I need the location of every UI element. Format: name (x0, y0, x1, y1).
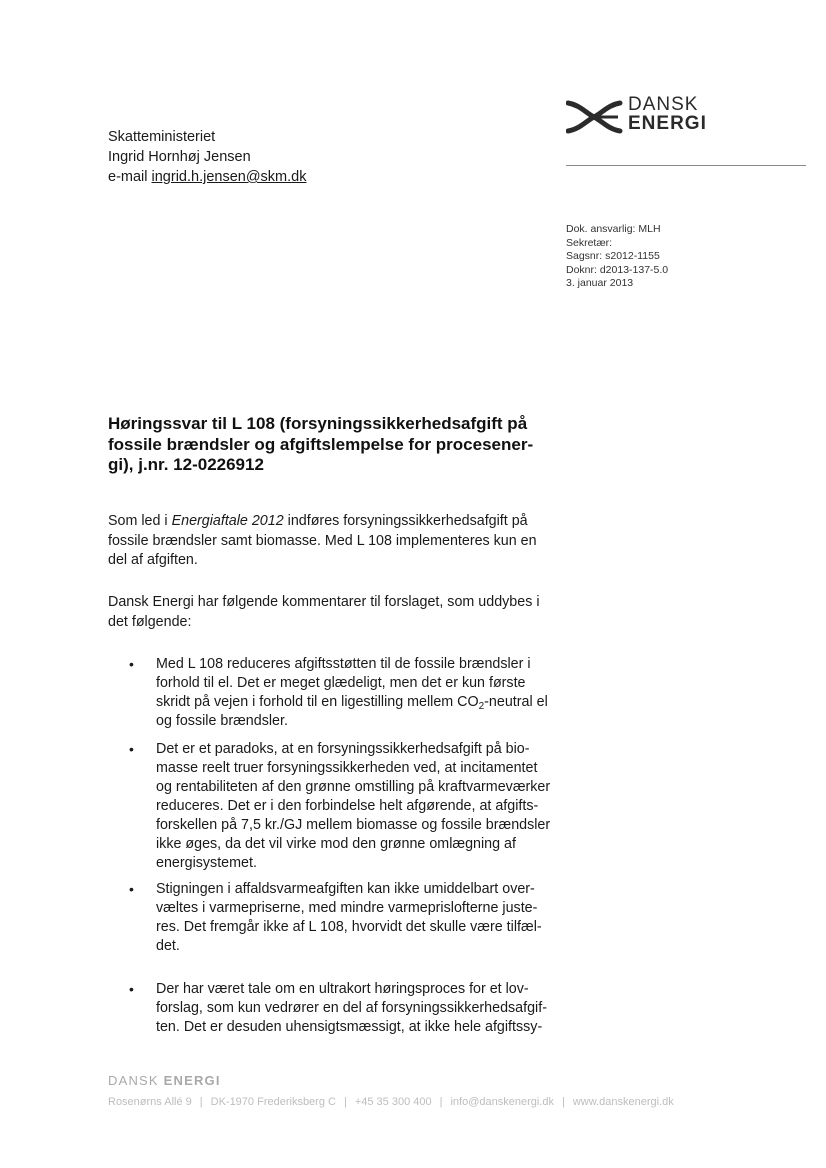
comments-intro-paragraph (108, 593, 578, 632)
footer-separator: | (199, 1096, 203, 1108)
recipient-org: Skatteministeriet (108, 129, 216, 145)
footer-email-link[interactable]: info@danskenergi.dk (450, 1096, 554, 1108)
footer-brand-dansk: DANSK (108, 1073, 164, 1088)
paragraph-line (108, 512, 578, 532)
footer-brand (108, 1073, 221, 1088)
logo-word-dansk: DANSK (628, 94, 699, 115)
meta-date: 3. januar 2013 (566, 277, 634, 289)
bullet-text (156, 880, 586, 956)
bullet-line: Med L 108 reduceres afgiftsstøtten til de fossile brændsler i (156, 656, 531, 672)
bullet-line: Der har været tale om en ultrakort høringsproces for et lov- (156, 981, 529, 997)
title-line: gi), j.nr. 12-0226912 (108, 455, 264, 474)
email-prefix: e-mail (108, 169, 152, 185)
paragraph-line: del af afgiften. (108, 552, 198, 568)
bullet-marker-icon: • (129, 656, 134, 672)
text-span: -neutral el (484, 694, 548, 710)
document-meta (566, 223, 668, 291)
recipient-email-line (108, 167, 306, 187)
footer-address: Rosenørns Allé 9 (108, 1096, 192, 1108)
title-line: fossile brændsler og afgiftslempelse for procesener- (108, 434, 534, 454)
bullet-line: forhold til el. Det er meget glædeligt, men det er kun første (156, 675, 526, 691)
footer-separator: | (561, 1096, 565, 1108)
bullet-line: og rentabiliteten af den grønne omstilling på kraftvarmeværker (156, 779, 551, 795)
footer-web-link[interactable]: www.danskenergi.dk (572, 1096, 674, 1108)
header-divider (566, 165, 806, 166)
title-line: Høringssvar til L 108 (forsyningssikkerhedsafgift på (108, 414, 528, 433)
bullet-line: masse reelt truer forsyningssikkerheden ved, at incitamentet (156, 760, 538, 776)
footer-city: DK-1970 Frederiksberg C (210, 1096, 336, 1108)
footer-contact-line (108, 1096, 674, 1108)
paragraph-line: det følgende: (108, 613, 192, 630)
meta-responsible: Dok. ansvarlig: MLH (566, 223, 661, 235)
subscript: 2 (478, 701, 485, 712)
intro-paragraph (108, 512, 578, 571)
footer-separator: | (439, 1096, 443, 1108)
bullet-marker-icon: • (129, 981, 134, 997)
bullet-line: det. (156, 938, 180, 954)
bullet-marker-icon: • (129, 881, 134, 897)
recipient-name: Ingrid Hornhøj Jensen (108, 149, 251, 165)
dansk-energi-logo-mark-icon (566, 95, 624, 139)
meta-secretary: Sekretær: (566, 236, 613, 249)
bullet-text (156, 655, 586, 731)
logo-wordmark (628, 95, 707, 133)
text-span: skridt på vejen i forhold til en ligestilling mellem CO (156, 694, 479, 710)
footer-brand-energi: ENERGI (163, 1073, 221, 1088)
bullet-line: forskellen på 7,5 kr./GJ mellem biomasse og fossile brændsler (156, 817, 551, 833)
bullet-line: energisystemet. (156, 855, 257, 871)
footer-separator: | (343, 1096, 347, 1108)
bullet-line: reduceres. Det er i den forbindelse helt afgørende, at afgifts- (156, 798, 539, 814)
bullet-text (156, 740, 586, 873)
bullet-line: Stigningen i affaldsvarmeafgiften kan ikke umiddelbart over- (156, 881, 535, 897)
recipient-email-link[interactable]: ingrid.h.jensen@skm.dk (151, 169, 307, 185)
bullet-line: væltes i varmepriserne, med mindre varmeprislofterne juste- (156, 900, 538, 916)
footer-phone: +45 35 300 400 (354, 1096, 432, 1108)
meta-doc-number: Doknr: d2013-137-5.0 (566, 263, 669, 276)
dansk-energi-logo (566, 95, 726, 139)
bullet-line: ikke øges, da det vil virke mod den grønne omlægning af (156, 836, 516, 852)
text-span: Som led i (108, 513, 172, 529)
logo-word-energi: ENERGI (628, 113, 707, 134)
bullet-line: og fossile brændsler. (156, 713, 288, 729)
bullet-line: ten. Det er desuden uhensigtsmæssigt, at ikke hele afgiftssy- (156, 1019, 543, 1035)
document-title (108, 414, 588, 476)
agreement-title: Energiaftale 2012 (171, 513, 284, 529)
bullet-text (156, 980, 586, 1037)
paragraph-line: fossile brændsler samt biomasse. Med L 108 implementeres kun en (108, 532, 537, 549)
bullet-line: forslag, som kun vedrører en del af forsyningssikkerhedsafgif- (156, 1000, 547, 1016)
text-span: indføres forsyningssikkerhedsafgift på (283, 513, 528, 529)
recipient-block (108, 127, 306, 187)
meta-case-number: Sagsnr: s2012-1155 (566, 250, 660, 262)
paragraph-line: Dansk Energi har følgende kommentarer til forslaget, som uddybes i (108, 594, 540, 610)
bullet-marker-icon: • (129, 741, 134, 757)
bullet-line: res. Det fremgår ikke af L 108, hvorvidt det skulle være tilfæl- (156, 919, 542, 935)
bullet-line (156, 693, 586, 712)
bullet-line: Det er et paradoks, at en forsyningssikkerhedsafgift på bio- (156, 741, 530, 757)
